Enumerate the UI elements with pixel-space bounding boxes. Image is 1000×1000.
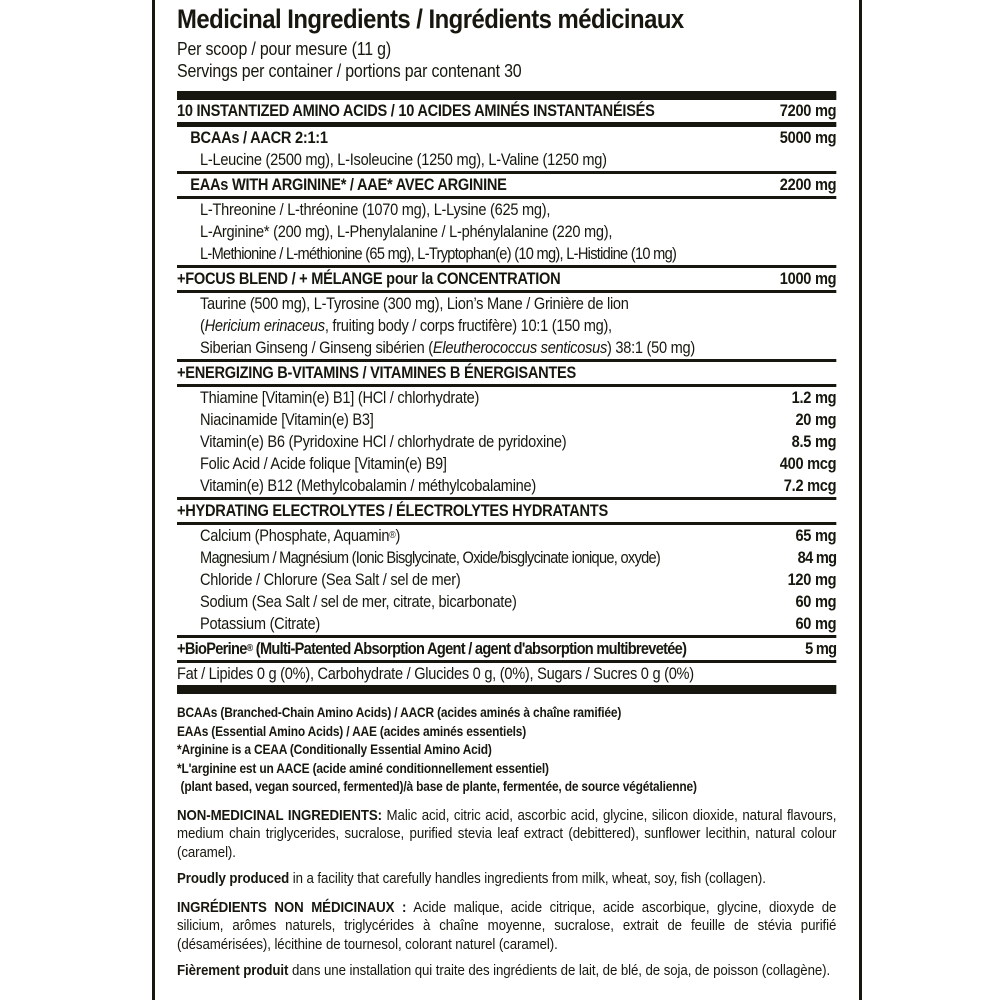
row-label: L-Arginine* (200 mg), L-Phenylalanine / L-phénylalanine (220 mg), bbox=[200, 223, 613, 241]
row-vitamin-b6 bbox=[177, 431, 836, 453]
row-label: Folic Acid / Acide folique [Vitamin(e) B9] bbox=[200, 455, 447, 473]
row-vitamin-b12 bbox=[177, 475, 836, 497]
facility-lead: Proudly produced bbox=[177, 870, 290, 887]
servings-line: Servings per container / portions par contenant 30 bbox=[177, 61, 522, 81]
registered-mark: ® bbox=[246, 643, 253, 654]
table-row bbox=[177, 293, 836, 315]
footnote-line: (plant based, vegan sourced, fermented)/à base de plante, fermentée, de source végétalienne) bbox=[180, 779, 697, 794]
row-label bbox=[200, 315, 612, 337]
row-sodium bbox=[177, 591, 836, 613]
row-label: Niacinamide [Vitamin(e) B3] bbox=[200, 411, 374, 429]
facility-fr-lead: Fièrement produit bbox=[177, 962, 289, 979]
row-label-pre: Calcium (Phosphate, Aquamin bbox=[200, 527, 390, 545]
row-label: Thiamine [Vitamin(e) B1] (HCl / chlorhydrate) bbox=[200, 389, 480, 407]
row-label bbox=[200, 337, 695, 359]
row-amount: 60 mg bbox=[795, 615, 837, 633]
row-label: Fat / Lipides 0 g (0%), Carbohydrate / Glucides 0 g, (0%), Sugars / Sucres 0 g (0%) bbox=[177, 665, 694, 683]
row-label-pre: +BioPerine bbox=[177, 640, 247, 658]
non-medicinal-body: Malic acid, citric acid, ascorbic acid, glycine, silicon dioxide, natural flavours, medium chain triglycerides, sucralose, purified stevia leaf extract (debittered), sunflower lecithin, natural colour (caramel). bbox=[177, 806, 837, 861]
facility-statement-en bbox=[177, 870, 836, 889]
table-row bbox=[177, 315, 836, 337]
row-label: Chloride / Chlorure (Sea Salt / sel de mer) bbox=[200, 571, 461, 589]
non-medicinal-lead: NON-MEDICINAL INGREDIENTS: bbox=[177, 806, 382, 824]
page-title: Medicinal Ingredients / Ingrédients médicinaux bbox=[177, 4, 684, 34]
row-macros bbox=[177, 663, 836, 685]
table-row bbox=[177, 221, 836, 243]
registered-mark: ® bbox=[389, 530, 396, 541]
row-folic-acid bbox=[177, 453, 836, 475]
row-amount: 5 mg bbox=[805, 640, 837, 658]
row-amount: 84 mg bbox=[797, 549, 837, 567]
row-amount: 1.2 mg bbox=[791, 389, 837, 407]
row-amount: 20 mg bbox=[795, 411, 837, 429]
panel-content bbox=[177, 4, 836, 981]
row-niacinamide bbox=[177, 409, 836, 431]
row-chloride bbox=[177, 569, 836, 591]
latin-name: Eleutherococcus senticosus bbox=[432, 339, 607, 357]
row-amount: 65 mg bbox=[795, 527, 837, 545]
row-magnesium bbox=[177, 547, 836, 569]
latin-name: Hericium erinaceus bbox=[204, 317, 325, 335]
divider-thick bbox=[177, 685, 836, 694]
row-label bbox=[177, 638, 686, 660]
facility-fr-body: dans une installation qui traite des ingrédients de lait, de blé, de soja, de poisson (collagène). bbox=[288, 962, 831, 979]
table-row bbox=[177, 243, 836, 265]
row-amount: 120 mg bbox=[787, 571, 837, 589]
row-calcium bbox=[177, 525, 836, 547]
row-amount: 60 mg bbox=[795, 593, 837, 611]
non-medicinal-fr-lead: INGRÉDIENTS NON MÉDICINAUX : bbox=[177, 898, 407, 916]
row-potassium bbox=[177, 613, 836, 635]
row-amount: 7200 mg bbox=[779, 102, 837, 120]
row-label: BCAAs / AACR 2:1:1 bbox=[190, 129, 328, 147]
table-row bbox=[177, 337, 836, 359]
non-medicinal-paragraph bbox=[177, 807, 836, 863]
section-eaas bbox=[177, 174, 836, 196]
per-scoop-line: Per scoop / pour mesure (11 g) bbox=[177, 39, 391, 59]
row-amount: 1000 mg bbox=[779, 270, 837, 288]
row-label-post: ) 38:1 (50 mg) bbox=[606, 339, 696, 357]
row-amount: 7.2 mcg bbox=[783, 477, 837, 495]
facility-body: in a facility that carefully handles ingredients from milk, wheat, soy, fish (collagen). bbox=[289, 870, 766, 887]
footnote-line: *L'arginine est un AACE (acide aminé conditionnellement essentiel) bbox=[177, 760, 549, 776]
row-amount: 5000 mg bbox=[779, 129, 837, 147]
non-medicinal-paragraph-fr bbox=[177, 899, 836, 955]
row-label: +ENERGIZING B-VITAMINS / VITAMINES B ÉNERGISANTES bbox=[177, 364, 577, 382]
table-row bbox=[177, 199, 836, 221]
row-amount: 8.5 mg bbox=[791, 433, 837, 451]
facility-statement-fr bbox=[177, 962, 836, 981]
row-label: Magnesium / Magnésium (Ionic Bisglycinate, Oxide/bisglycinate ionique, oxyde) bbox=[200, 549, 661, 567]
row-label-post: , fruiting body / corps fructifère) 10:1 (150 mg), bbox=[324, 317, 612, 335]
divider-thick bbox=[177, 91, 836, 100]
row-label-post: (Multi-Patented Absorption Agent / agent d'absorption multibrevetée) bbox=[252, 640, 687, 658]
row-label: Potassium (Citrate) bbox=[200, 615, 320, 633]
row-label-pre: ( bbox=[200, 317, 205, 335]
row-label: Sodium (Sea Salt / sel de mer, citrate, bicarbonate) bbox=[200, 593, 517, 611]
row-label bbox=[200, 525, 400, 547]
section-focus-blend bbox=[177, 268, 836, 290]
row-label: L-Methionine / L-méthionine (65 mg), L-Tryptophan(e) (10 mg), L-Histidine (10 mg) bbox=[200, 245, 677, 263]
row-label-post: ) bbox=[395, 527, 401, 545]
row-label: Vitamin(e) B12 (Methylcobalamin / méthylcobalamine) bbox=[200, 477, 537, 495]
row-label: Taurine (500 mg), L-Tyrosine (300 mg), Lion’s Mane / Grinière de lion bbox=[200, 295, 629, 313]
footnote-line: *Arginine is a CEAA (Conditionally Essential Amino Acid) bbox=[177, 742, 492, 757]
row-label: L-Threonine / L-thréonine (1070 mg), L-Lysine (625 mg), bbox=[200, 201, 551, 219]
row-amount: 400 mcg bbox=[779, 455, 837, 473]
footnote-line: EAAs (Essential Amino Acids) / AAE (acides aminés essentiels) bbox=[177, 723, 527, 739]
row-thiamine bbox=[177, 387, 836, 409]
row-label: Vitamin(e) B6 (Pyridoxine HCl / chlorhydrate de pyridoxine) bbox=[200, 433, 567, 451]
row-label: EAAs WITH ARGININE* / AAE* AVEC ARGININE bbox=[190, 176, 507, 194]
non-medicinal-fr-body: Acide malique, acide citrique, acide ascorbique, glycine, dioxyde de silicium, arômes naturels, triglycérides à chaîne moyenne, sucralose, extrait de feuille de stévia purifié (désamérisées), lécithine de tournesol, colorant naturel (caramel). bbox=[177, 898, 837, 953]
row-bioperine bbox=[177, 638, 836, 660]
table-row bbox=[177, 149, 836, 171]
row-amount: 2200 mg bbox=[779, 176, 837, 194]
footnotes-block bbox=[177, 704, 836, 797]
medicinal-ingredients-panel bbox=[152, 0, 862, 1000]
section-amino-acids-total bbox=[177, 100, 836, 122]
row-bcaas bbox=[177, 127, 836, 149]
row-label-pre: Siberian Ginseng / Ginseng sibérien ( bbox=[200, 339, 433, 357]
footnote-line: BCAAs (Branched-Chain Amino Acids) / AACR (acides aminés à chaîne ramifiée) bbox=[177, 705, 622, 720]
section-electrolytes bbox=[177, 500, 836, 522]
row-label: +HYDRATING ELECTROLYTES / ÉLECTROLYTES HYDRATANTS bbox=[177, 502, 608, 520]
section-b-vitamins bbox=[177, 362, 836, 384]
row-label: +FOCUS BLEND / + MÉLANGE pour la CONCENTRATION bbox=[177, 270, 561, 288]
row-label: 10 INSTANTIZED AMINO ACIDS / 10 ACIDES AMINÉS INSTANTANÉISÉS bbox=[177, 102, 655, 120]
row-label: L-Leucine (2500 mg), L-Isoleucine (1250 mg), L-Valine (1250 mg) bbox=[200, 151, 607, 169]
